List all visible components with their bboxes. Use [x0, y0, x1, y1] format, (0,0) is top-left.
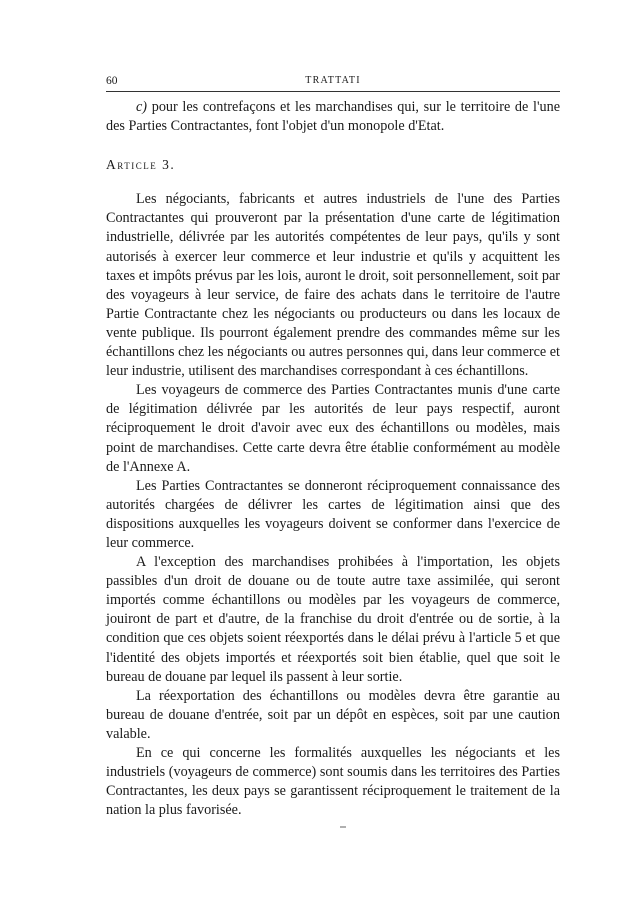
header-rule [106, 91, 560, 92]
body-text [106, 98, 560, 820]
page-mark [340, 826, 346, 828]
article-heading: Article 3. [106, 157, 176, 173]
article-paragraph-2: Les voyageurs de commerce des Parties Contractantes munis d'une carte de légitimation délivrée par les autorités de leur pays respectif, auront réciproquement le droit d'avoir avec eux des échantillons ou modèles, mais point de marchandises. Cette carte devra être établie conformément au modèle de l'Annexe A. [106, 382, 560, 475]
page-number: 60 [106, 75, 118, 87]
article-paragraph-4: A l'exception des marchandises prohibées à l'importation, les objets passibles d'un droit de douane ou de toute autre taxe assimilée, qui seront importés comme échantillons ou modèles par les voyageurs de commerce, jouiront de part et d'autre, de la franchise du droit d'entrée ou de sortie, à la condition que ces objets soient réexportés dans le délai prévu à l'article 5 et que l'identité des objets importés et réexportés soit bien établie, quel que soit le bureau de douane par lequel ils passent à leur sortie. [106, 554, 560, 685]
intro-item-text: pour les contrefaçons et les marchandises qui, sur le territoire de l'une des Parties Contractantes, font l'objet d'un monopole d'Etat. [106, 99, 560, 135]
intro-paragraph [106, 98, 560, 136]
page-header [106, 72, 560, 90]
article-paragraph-5: La réexportation des échantillons ou modèles devra être garantie au bureau de douane d'entrée, soit par un dépôt en espèces, soit par une caution valable. [106, 687, 560, 742]
article-paragraph-6: En ce qui concerne les formalités auxquelles les négociants et les industriels (voyageurs de commerce) sont soumis dans les territoires des Parties Contractantes, les deux pays se garantissent réciproquement le traitement de la nation la plus favorisée. [106, 745, 560, 819]
article-paragraph-3: Les Parties Contractantes se donneront réciproquement connaissance des autorités chargées de délivrer les cartes de légitimation ainsi que des dispositions auxquelles les voyageurs doivent se conformer dans l'exercice de leur commerce. [106, 477, 560, 551]
intro-item-label: c) [136, 99, 148, 115]
running-head: TRATTATI [305, 75, 361, 86]
article-paragraph-1: Les négociants, fabricants et autres industriels de l'une des Parties Contractantes qui prouveront par la présentation d'une carte de légitimation industrielle, délivrée par les autorités compétentes de leur pays, qu'ils y sont autorisés à exercer leur commerce et leur industrie et qu'ils y acquittent les taxes et impôts prévus par les lois, auront le droit, soit personnellement, soit par des voyageurs à leur service, de faire des achats dans le territoire de l'autre Partie Contractante chez les négociants ou producteurs ou dans les locaux de vente publique. Ils pourront également prendre des commandes même sur les échantillons chez les négociants ou autres personnes qui, dans leur commerce et leur industrie, utilisent des marchandises correspondant à ces échantillons. [106, 191, 560, 380]
